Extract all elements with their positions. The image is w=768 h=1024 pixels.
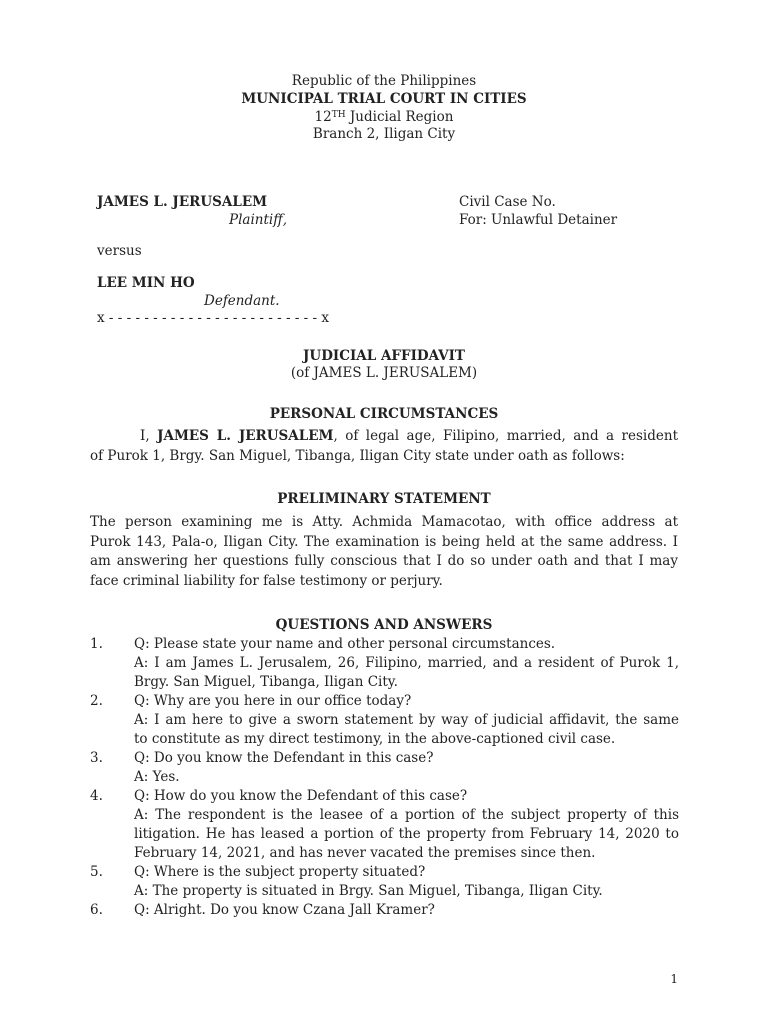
qa-list <box>90 635 680 920</box>
branch-line: Branch 2, Iligan City <box>312 126 456 142</box>
defendant-role: Defendant. <box>204 293 280 309</box>
question-line: Q: Alright. Do you know Czana Jall Kramer? <box>134 902 435 918</box>
personal-line-2: of Purok 1, Brgy. San Miguel, Tibanga, Iligan City state under oath as follows: <box>90 447 625 464</box>
qa-number: 1. <box>90 636 103 652</box>
answer-line: A: Yes. <box>134 769 180 785</box>
affidavit-subtitle: (of JAMES L. JERUSALEM) <box>290 365 478 381</box>
qa-row <box>90 673 680 692</box>
region-superscript: TH <box>331 110 346 120</box>
qa-item-6 <box>90 901 680 920</box>
qa-row <box>90 825 680 844</box>
qa-item-1 <box>90 635 680 654</box>
answer-line: A: The respondent is the leasee of a portion of the subject property of this <box>134 807 679 823</box>
qa-row <box>90 654 680 673</box>
preliminary-line: Purok 143, Pala-o, Iligan City. The examination is being held at the same address. I <box>90 533 678 550</box>
qa-row <box>90 844 680 863</box>
page-number: 1 <box>670 972 678 986</box>
defendant-name: LEE MIN HO <box>97 275 195 291</box>
answer-line: February 14, 2021, and has never vacated the premises since then. <box>134 845 596 861</box>
qa-item-2 <box>90 692 680 711</box>
preliminary-line: am answering her questions fully conscious that I do so under oath and that I may <box>90 553 678 569</box>
court-name: MUNICIPAL TRIAL COURT IN CITIES <box>241 91 527 107</box>
preliminary-statement-paragraph <box>90 513 678 591</box>
region-number: 12 <box>314 109 332 125</box>
qa-row <box>90 806 680 825</box>
affidavit-title: JUDICIAL AFFIDAVIT <box>303 348 465 364</box>
personal-circumstances-paragraph <box>90 427 678 466</box>
answer-line: A: The property is situated in Brgy. San Miguel, Tibanga, Iligan City. <box>134 883 603 899</box>
affiant-name: JAMES L. JERUSALEM <box>157 428 334 444</box>
qa-row <box>90 711 680 730</box>
qa-row <box>90 768 680 787</box>
personal-lead: I, <box>140 428 158 444</box>
qa-heading: QUESTIONS AND ANSWERS <box>275 617 493 633</box>
answer-line: Brgy. San Miguel, Tibanga, Iligan City. <box>134 674 398 690</box>
plaintiff-role: Plaintiff, <box>229 212 288 228</box>
qa-item-5 <box>90 863 680 882</box>
preliminary-statement-heading: PRELIMINARY STATEMENT <box>277 491 491 507</box>
republic-line: Republic of the Philippines <box>291 73 477 89</box>
answer-line: to constitute as my direct testimony, in the above-captioned civil case. <box>134 731 616 747</box>
qa-row <box>90 730 680 749</box>
caption-divider: x - - - - - - - - - - - - - - - - - - - - - - - - x <box>97 310 329 326</box>
qa-number: 4. <box>90 788 103 804</box>
qa-number: 5. <box>90 864 103 880</box>
personal-rest: , of legal age, Filipino, married, and a resident <box>333 428 678 444</box>
question-line: Q: Do you know the Defendant in this case? <box>134 750 434 766</box>
preliminary-line: face criminal liability for false testimony or perjury. <box>90 572 443 589</box>
qa-row <box>90 882 680 901</box>
qa-number: 2. <box>90 693 103 709</box>
question-line: Q: Why are you here in our office today? <box>134 693 412 709</box>
answer-line: A: I am here to give a sworn statement by way of judicial affidavit, the same <box>134 712 679 728</box>
versus-label: versus <box>97 243 142 259</box>
qa-item-4 <box>90 787 680 806</box>
preliminary-line: The person examining me is Atty. Achmida Mamacotao, with office address at <box>90 514 678 530</box>
qa-number: 3. <box>90 750 103 766</box>
question-line: Q: Where is the subject property situated? <box>134 864 426 880</box>
case-nature: For: Unlawful Detainer <box>459 212 618 228</box>
answer-line: A: I am James L. Jerusalem, 26, Filipino, married, and a resident of Purok 1, <box>134 655 679 671</box>
question-line: Q: How do you know the Defendant of this case? <box>134 788 468 804</box>
answer-line: litigation. He has leased a portion of the property from February 14, 2020 to <box>134 826 679 842</box>
judicial-region <box>0 108 768 126</box>
qa-number: 6. <box>90 902 103 918</box>
civil-case-number: Civil Case No. <box>459 194 556 210</box>
region-text: Judicial Region <box>345 109 454 125</box>
plaintiff-name: JAMES L. JERUSALEM <box>97 194 268 210</box>
personal-circumstances-heading: PERSONAL CIRCUMSTANCES <box>269 406 499 422</box>
qa-item-3 <box>90 749 680 768</box>
question-line: Q: Please state your name and other personal circumstances. <box>134 636 556 652</box>
